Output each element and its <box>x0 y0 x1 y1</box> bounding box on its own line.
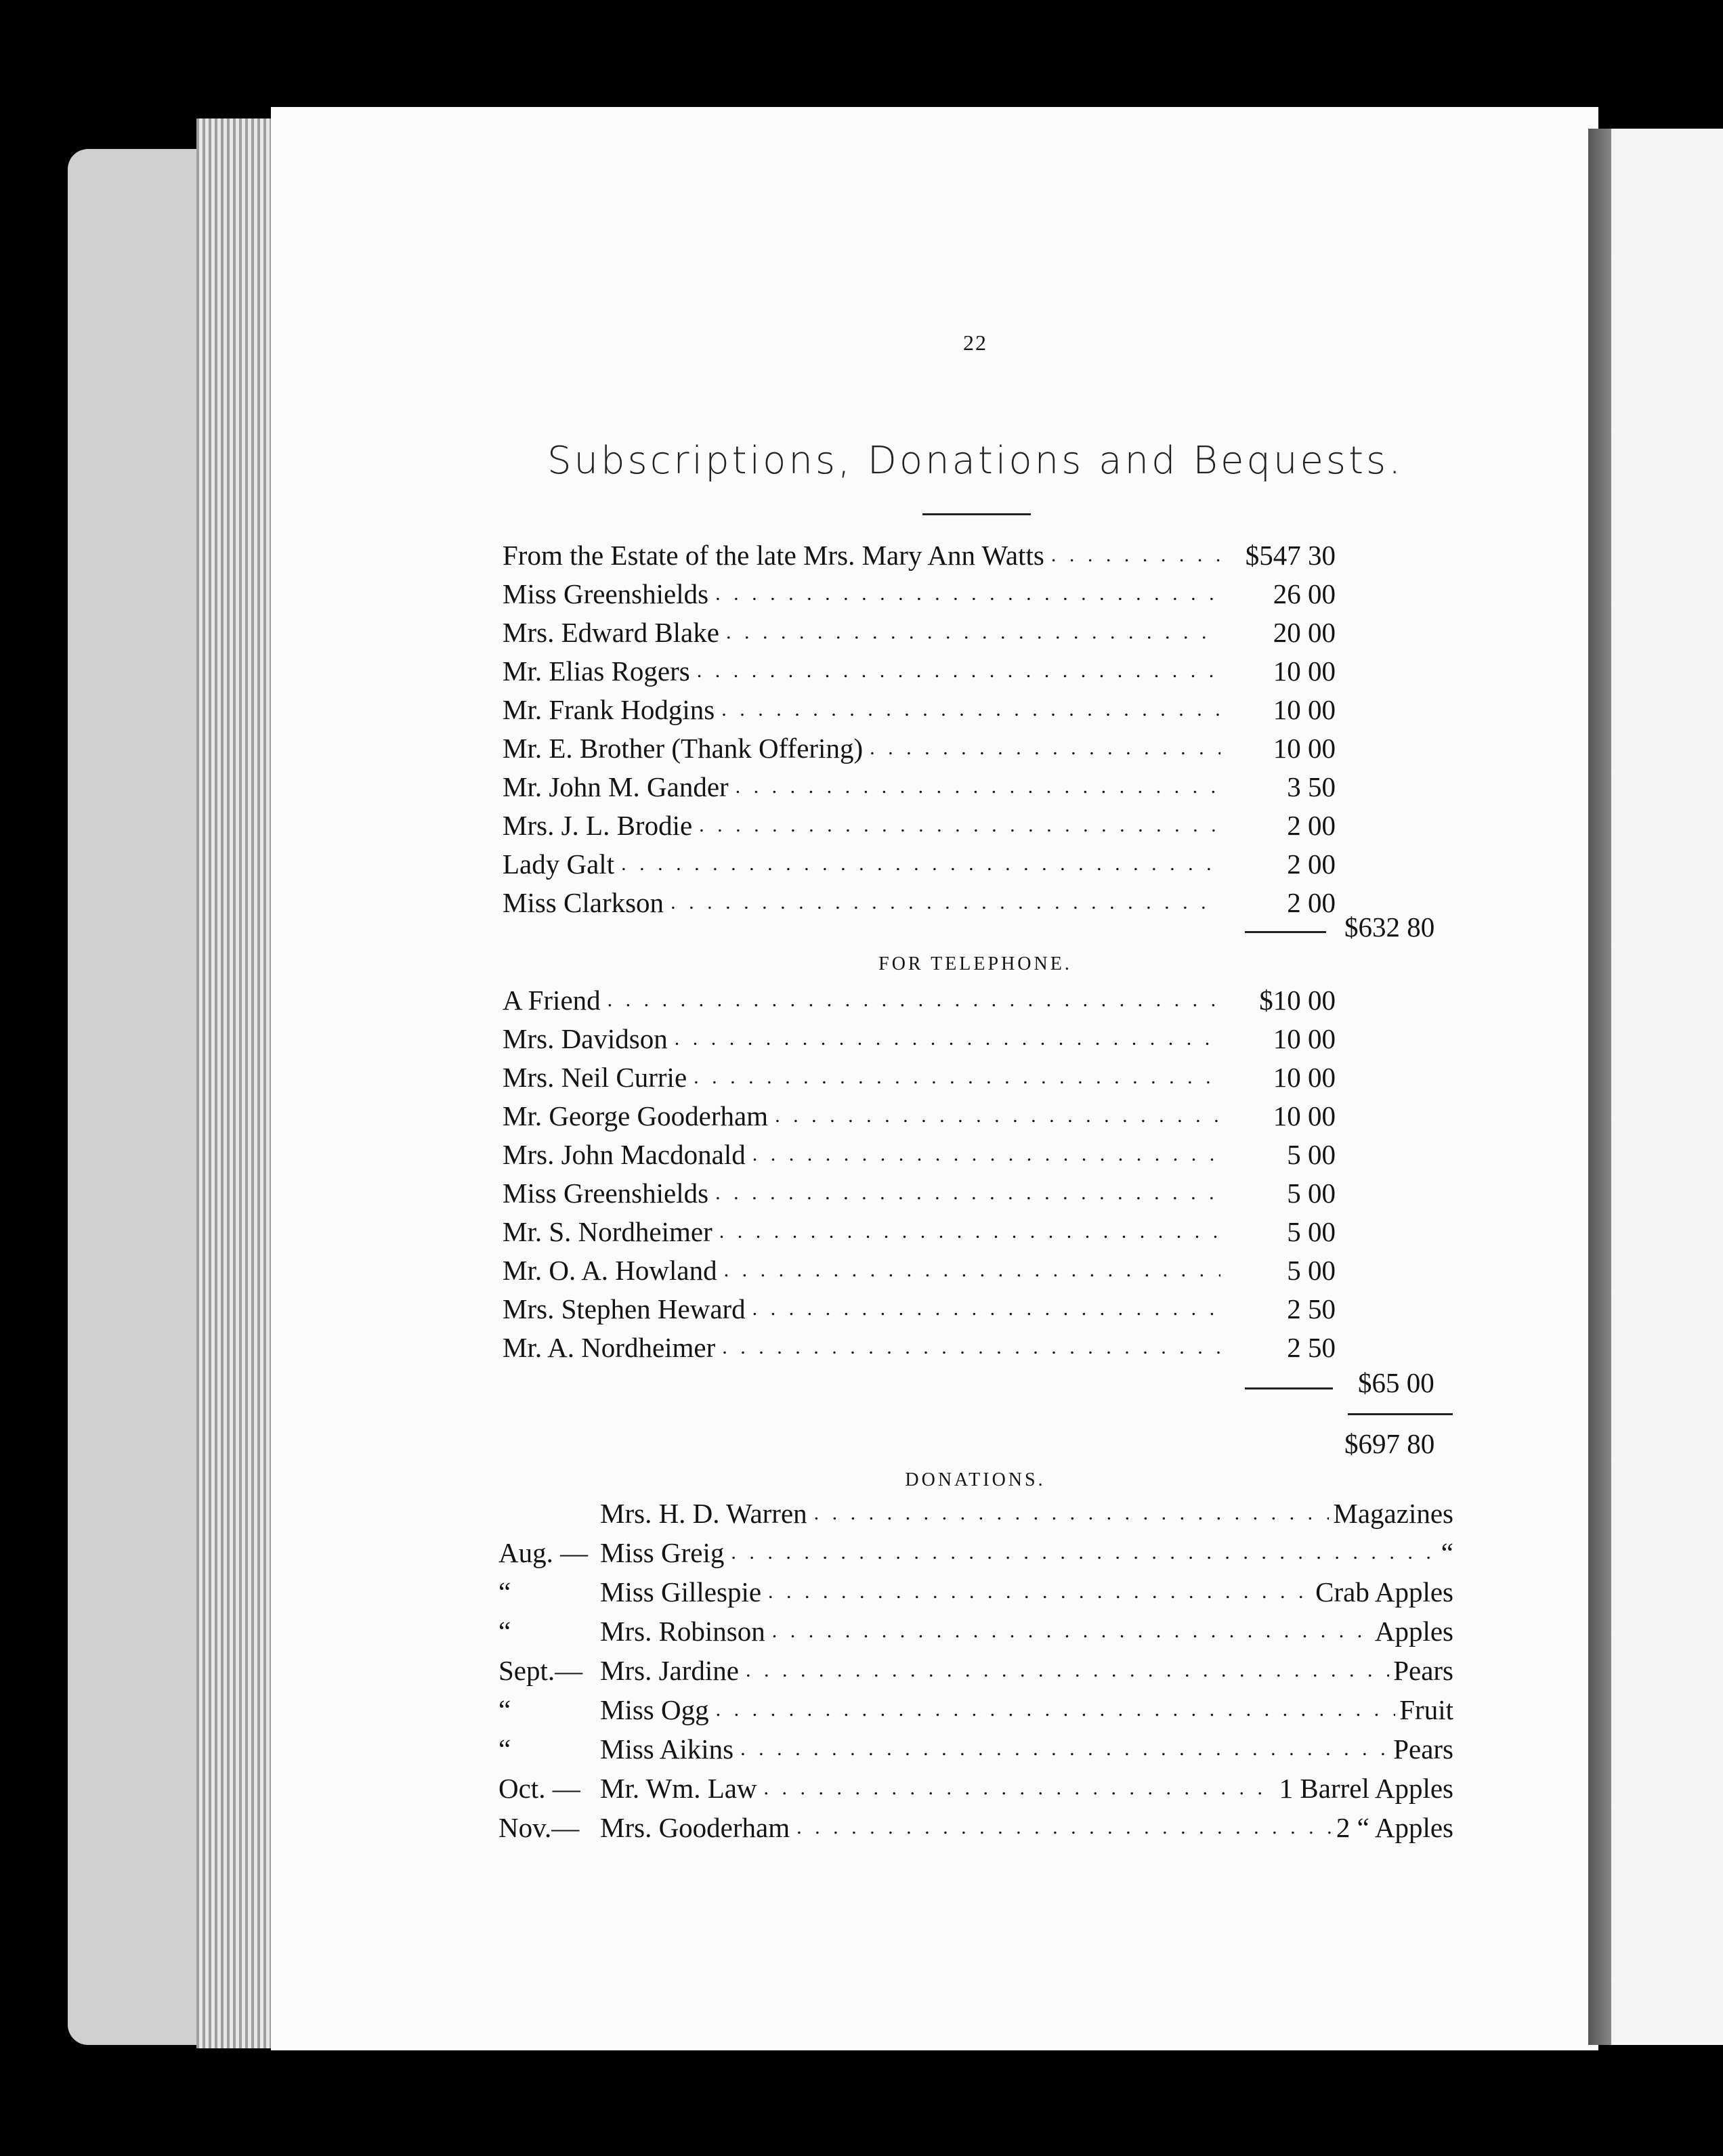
leader-dots <box>768 1575 1311 1609</box>
donated-item: Pears <box>1393 1733 1453 1765</box>
section-heading-donations: DONATIONS. <box>905 1469 1046 1490</box>
donor-name: Mr. Elias Rogers <box>503 655 690 687</box>
donor-name: Lady Galt <box>503 848 615 880</box>
leader-dots <box>775 1099 1220 1133</box>
subtotal-rule <box>1245 931 1326 933</box>
donor-name: Mrs. John Macdonald <box>503 1139 746 1170</box>
donor-name: Miss Greenshields <box>503 1178 709 1209</box>
ledger-row <box>503 1022 1336 1056</box>
leader-dots <box>724 1253 1220 1287</box>
amount: 2 00 <box>1287 848 1336 880</box>
donor-name: From the Estate of the late Mrs. Mary Ann Watts <box>503 540 1044 571</box>
ledger-row <box>503 770 1336 804</box>
donor-name: Mrs. Neil Currie <box>503 1062 687 1093</box>
amount: 10 00 <box>1273 694 1336 725</box>
leader-dots <box>699 808 1220 842</box>
subscriptions-total: $632 80 <box>1344 911 1435 943</box>
ledger-row <box>503 1099 1336 1133</box>
donation-month: “ <box>498 1733 511 1765</box>
donation-month: “ <box>498 1694 511 1725</box>
amount: 2 00 <box>1287 810 1336 841</box>
donation-row <box>498 1811 1453 1845</box>
donor-name: Miss Gillespie <box>600 1576 762 1608</box>
leader-dots <box>694 1060 1220 1094</box>
leader-dots <box>752 1138 1220 1171</box>
donated-item: Fruit <box>1399 1694 1453 1725</box>
donated-item: Pears <box>1393 1655 1453 1686</box>
leader-dots <box>671 886 1220 920</box>
donor-name: A Friend <box>503 985 601 1016</box>
donated-item: “ <box>1441 1537 1453 1568</box>
amount: 10 00 <box>1273 1100 1336 1131</box>
ledger-row <box>503 1060 1336 1094</box>
ledger-row <box>503 1331 1336 1364</box>
leader-dots <box>736 770 1220 804</box>
donation-row <box>498 1496 1453 1530</box>
donation-month: Nov.— <box>498 1812 580 1843</box>
leader-dots <box>697 654 1220 688</box>
amount: 20 00 <box>1273 617 1336 648</box>
donation-month: “ <box>498 1576 511 1608</box>
donation-month: Oct. — <box>498 1773 580 1804</box>
ledger-row <box>503 808 1336 842</box>
amount: 2 00 <box>1287 887 1336 918</box>
leader-dots <box>1051 538 1220 572</box>
leader-dots <box>740 1732 1389 1766</box>
leader-dots <box>772 1614 1371 1648</box>
ledger-row <box>503 1138 1336 1171</box>
amount: 10 00 <box>1273 1023 1336 1054</box>
leader-dots <box>715 1176 1220 1210</box>
leader-dots <box>675 1022 1220 1056</box>
subtotal-rule <box>1245 1387 1333 1389</box>
leader-dots <box>746 1654 1389 1687</box>
donor-name: Miss Greig <box>600 1537 725 1568</box>
donated-item: 1 Barrel Apples <box>1279 1773 1453 1804</box>
ledger-row <box>503 983 1336 1017</box>
leader-dots <box>796 1811 1332 1845</box>
amount: 26 00 <box>1273 578 1336 609</box>
donor-name: Mr. John M. Gander <box>503 771 729 802</box>
donor-name: Mr. E. Brother (Thank Offering) <box>503 733 864 764</box>
amount: 10 00 <box>1273 1062 1336 1093</box>
leader-dots <box>752 1292 1220 1326</box>
donation-row <box>498 1654 1453 1687</box>
donation-row <box>498 1771 1453 1805</box>
donor-name: Miss Greenshields <box>503 578 709 609</box>
leader-dots <box>716 1693 1396 1727</box>
ledger-row <box>503 1292 1336 1326</box>
donor-name: Mrs. Jardine <box>600 1655 739 1686</box>
leader-dots <box>608 983 1220 1017</box>
donor-name: Miss Clarkson <box>503 887 664 918</box>
page-title: Subscriptions, Donations and Bequests. <box>547 439 1404 483</box>
amount: 5 00 <box>1287 1139 1336 1170</box>
amount: $10 00 <box>1259 985 1336 1016</box>
donor-name: Mrs. Stephen Heward <box>503 1293 746 1324</box>
leader-dots <box>870 731 1220 765</box>
ledger-row <box>503 654 1336 688</box>
donor-name: Miss Ogg <box>600 1694 709 1725</box>
donation-row <box>498 1536 1453 1570</box>
donated-item: Crab Apples <box>1315 1576 1453 1608</box>
telephone-total: $65 00 <box>1358 1367 1434 1398</box>
donation-month: Sept.— <box>498 1655 583 1686</box>
amount: 5 00 <box>1287 1178 1336 1209</box>
ledger-row <box>503 616 1336 649</box>
donation-row <box>498 1732 1453 1766</box>
donor-name: Mrs. Davidson <box>503 1023 668 1054</box>
donated-item: Magazines <box>1333 1498 1453 1529</box>
amount: 5 00 <box>1287 1216 1336 1247</box>
leader-dots <box>621 847 1220 881</box>
donated-item: Apples <box>1374 1616 1453 1647</box>
leader-dots <box>722 1331 1220 1364</box>
donor-name: Mrs. H. D. Warren <box>600 1498 807 1529</box>
ledger-row <box>503 1253 1336 1287</box>
donated-item: 2 “ Apples <box>1336 1812 1453 1843</box>
grand-total-rule <box>1348 1413 1453 1415</box>
grand-total: $697 80 <box>1344 1428 1435 1459</box>
page-number: 22 <box>963 330 987 355</box>
amount: 5 00 <box>1287 1255 1336 1286</box>
ledger-row <box>503 886 1336 920</box>
donor-name: Mrs. J. L. Brodie <box>503 810 693 841</box>
donation-row <box>498 1693 1453 1727</box>
leader-dots <box>719 1215 1220 1249</box>
amount: 2 50 <box>1287 1293 1336 1324</box>
section-heading-telephone: FOR TELEPHONE. <box>878 953 1072 974</box>
donation-row <box>498 1614 1453 1648</box>
amount: 10 00 <box>1273 733 1336 764</box>
donor-name: Mr. O. A. Howland <box>503 1255 717 1286</box>
leader-dots <box>715 577 1220 611</box>
donation-row <box>498 1575 1453 1609</box>
amount: $547 30 <box>1245 540 1336 571</box>
leader-dots <box>764 1771 1275 1805</box>
ledger-row <box>503 538 1336 572</box>
leader-dots <box>726 616 1220 649</box>
donor-name: Mr. A. Nordheimer <box>503 1332 716 1363</box>
donor-name: Mr. Frank Hodgins <box>503 694 715 725</box>
ledger-row <box>503 1215 1336 1249</box>
donor-name: Mrs. Robinson <box>600 1616 765 1647</box>
donor-name: Miss Aikins <box>600 1733 734 1765</box>
ledger-row <box>503 693 1336 727</box>
donation-month: Aug. — <box>498 1537 589 1568</box>
leader-dots <box>731 1536 1437 1570</box>
donation-month: “ <box>498 1616 511 1647</box>
ledger-row <box>503 577 1336 611</box>
leader-dots <box>814 1496 1330 1530</box>
ledger-row <box>503 731 1336 765</box>
amount: 10 00 <box>1273 655 1336 687</box>
donor-name: Mr. S. Nordheimer <box>503 1216 712 1247</box>
amount: 2 50 <box>1287 1332 1336 1363</box>
donor-name: Mr. George Gooderham <box>503 1100 769 1131</box>
donor-name: Mrs. Edward Blake <box>503 617 719 648</box>
donor-name: Mr. Wm. Law <box>600 1773 757 1804</box>
amount: 3 50 <box>1287 771 1336 802</box>
donor-name: Mrs. Gooderham <box>600 1812 790 1843</box>
leader-dots <box>721 693 1220 727</box>
ledger-row <box>503 1176 1336 1210</box>
ledger-row <box>503 847 1336 881</box>
